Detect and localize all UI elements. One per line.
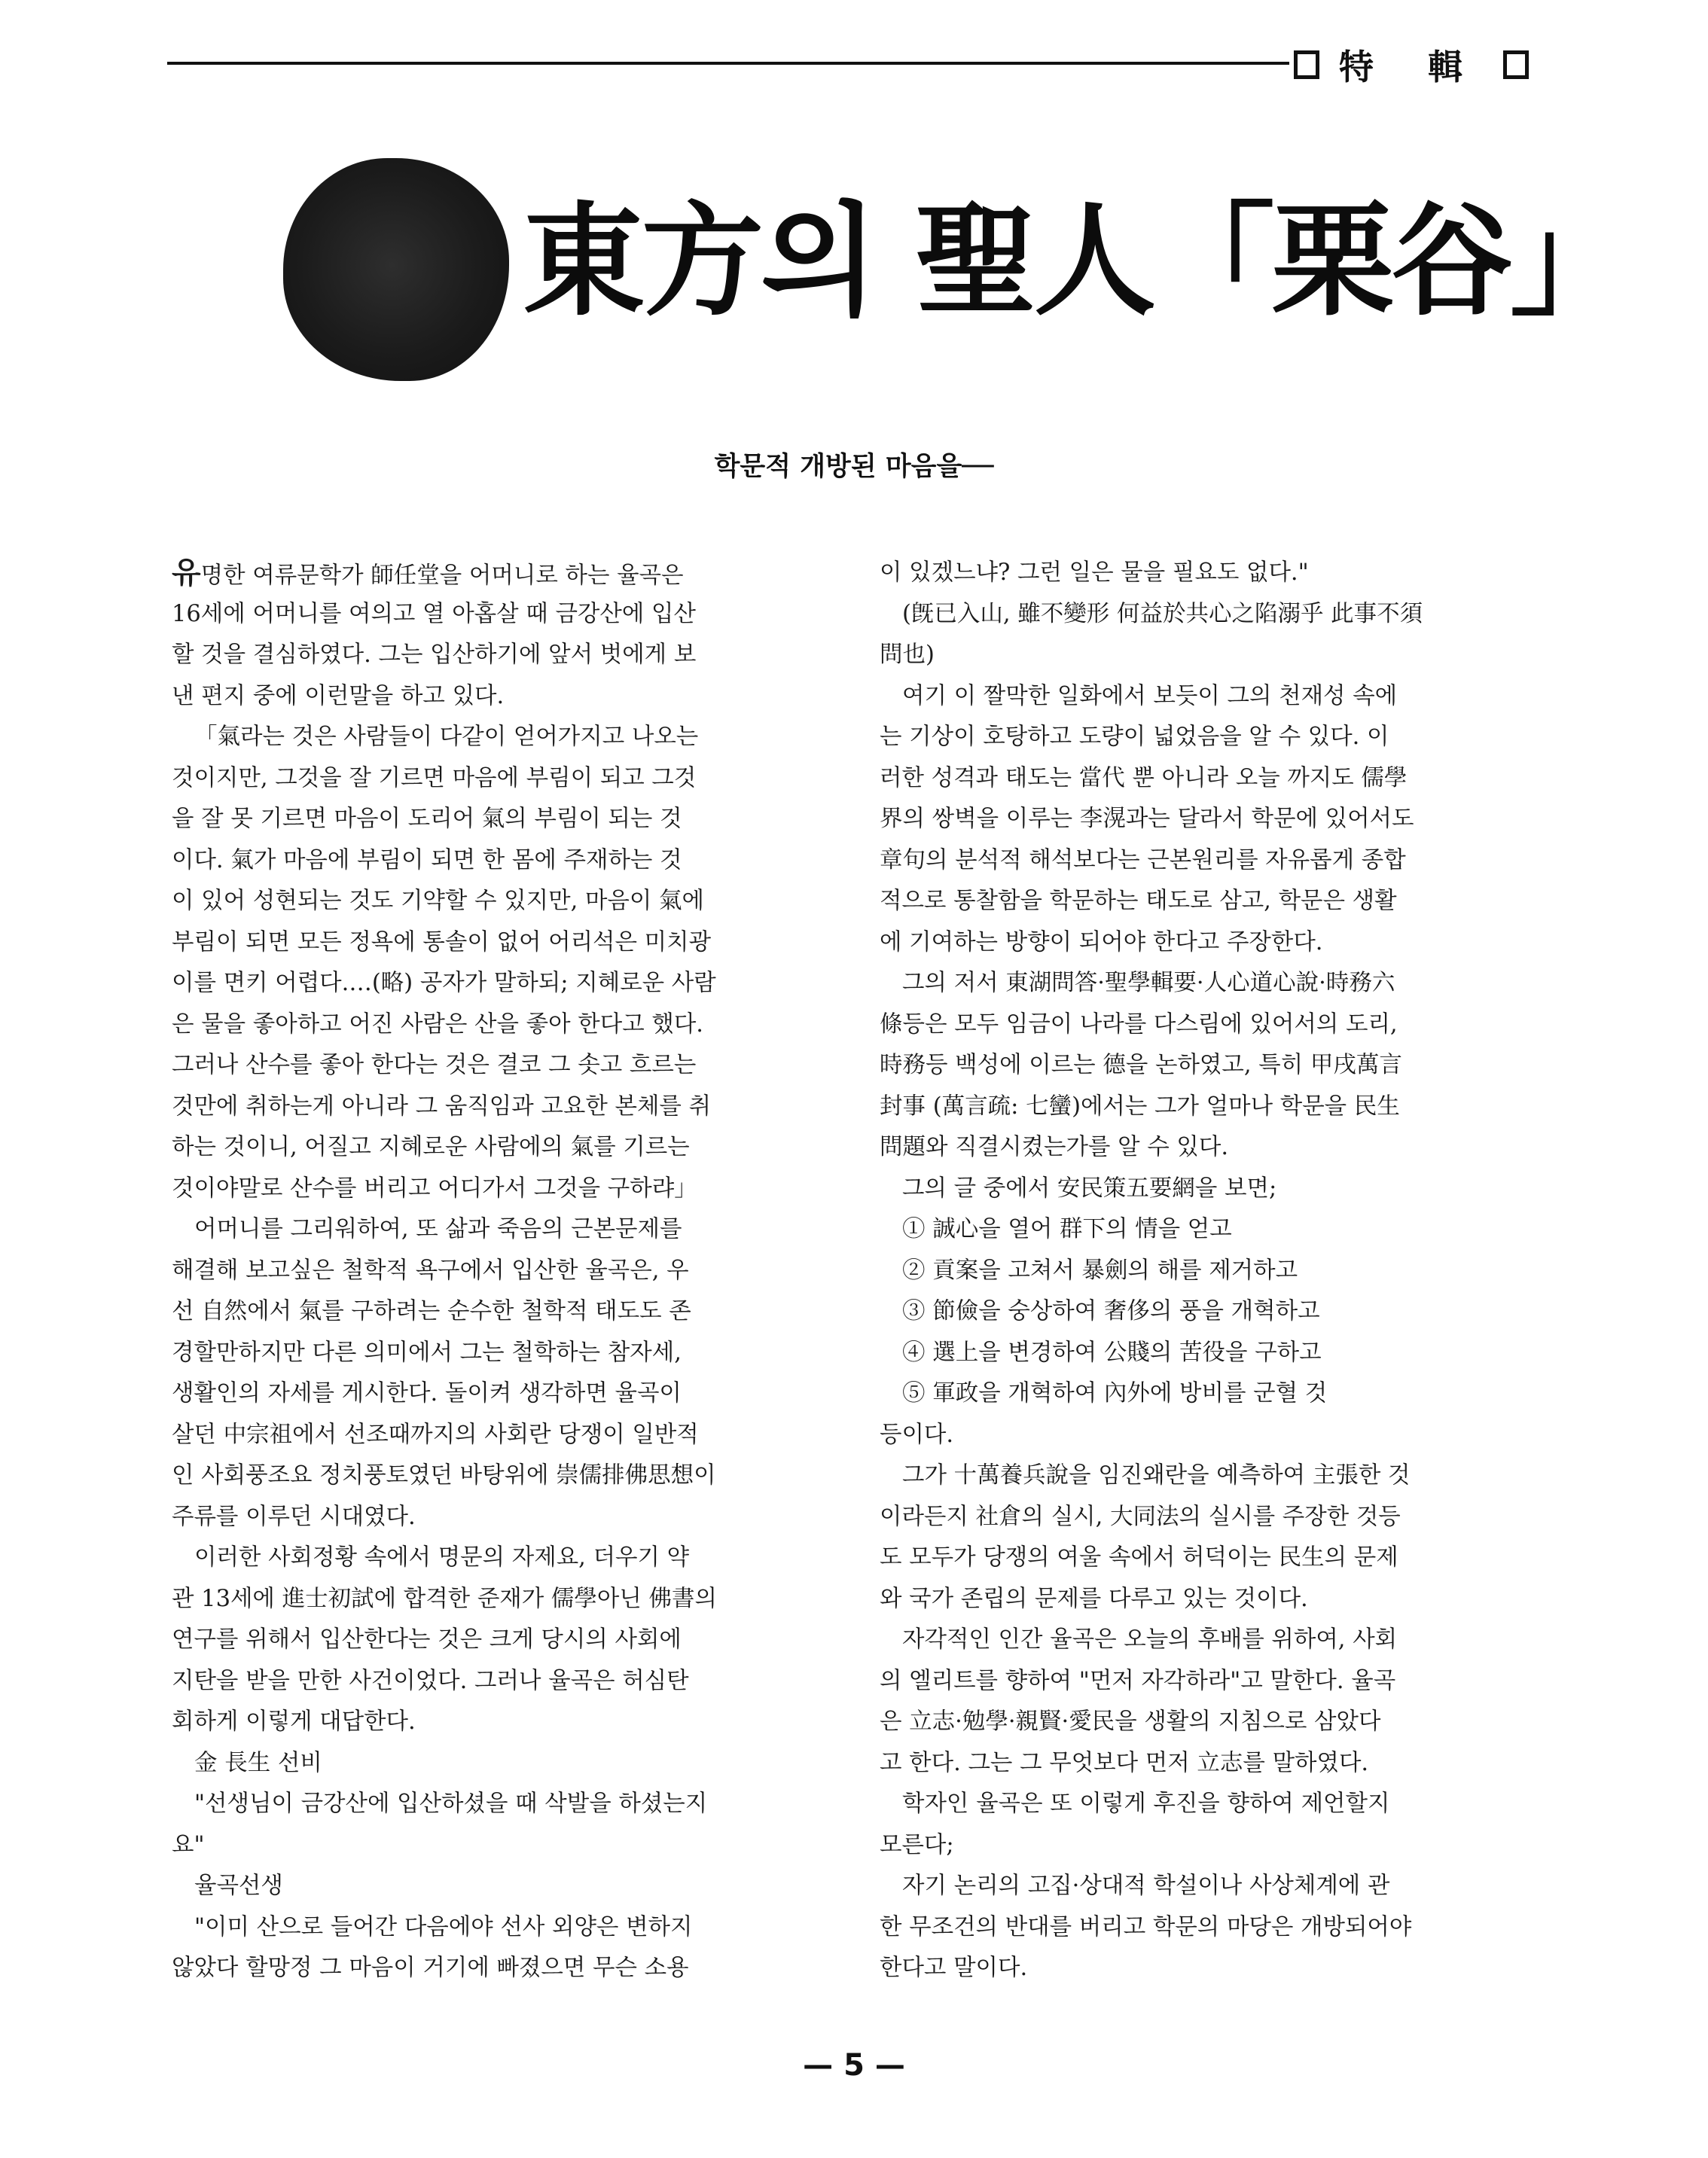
- text-line: ③ 節儉을 숭상하여 奢侈의 풍을 개혁하고: [902, 1298, 1320, 1324]
- text-line: 條등은 모두 임금이 나라를 다스림에 있어서의 도리,: [880, 1010, 1398, 1038]
- text-line: 연구를 위해서 입산한다는 것은 크게 당시의 사회에: [172, 1626, 682, 1653]
- text-line: 율곡선생: [194, 1873, 283, 1899]
- text-line: 관 13세에 進士初試에 합격한 준재가 儒學아닌 佛書의: [172, 1585, 717, 1612]
- left-column: [172, 553, 819, 1989]
- text-line: 에 기여하는 방향이 되어야 한다고 주장한다.: [880, 928, 1323, 956]
- text-line: 「氣라는 것은 사람들이 다같이 얻어가지고 나오는: [194, 724, 699, 750]
- text-line: 이 있어 성현되는 것도 기약할 수 있지만, 마음이 氣에: [172, 888, 705, 914]
- text-line: 問也): [880, 642, 935, 668]
- text-line: "이미 산으로 들어간 다음에야 선사 외양은 변하지: [194, 1913, 693, 1940]
- text-line: 러한 성격과 태도는 當代 뿐 아니라 오늘 까지도 儒學: [880, 764, 1408, 791]
- text-line: ① 誠心을 열어 群下의 情을 얻고: [902, 1216, 1232, 1242]
- section-label: [1294, 42, 1529, 87]
- text-line: 이라든지 社倉의 실시, 大同法의 실시를 주장한 것등: [880, 1503, 1401, 1530]
- text-line: 이 있겠느냐? 그런 일은 물을 필요도 없다.": [880, 559, 1309, 586]
- article-title: 東方의 聖人「栗谷」: [523, 191, 1629, 333]
- decorative-seal: [283, 158, 509, 381]
- square-left-icon: [1294, 50, 1319, 79]
- text-line: 지탄을 받을 만한 사건이었다. 그러나 율곡은 허심탄: [172, 1667, 689, 1694]
- text-line: 부림이 되면 모든 정욕에 통솔이 없어 어리석은 미치광: [172, 928, 712, 956]
- text-line: 할 것을 결심하였다. 그는 입산하기에 앞서 벗에게 보: [172, 642, 697, 668]
- text-line: ⑤ 軍政을 개혁하여 內外에 방비를 군혈 것: [902, 1380, 1328, 1407]
- text-line: 낸 편지 중에 이런말을 하고 있다.: [172, 682, 505, 709]
- text-line: 時務등 백성에 이르는 德을 논하였고, 특히 甲戌萬言: [880, 1052, 1402, 1078]
- text-line: 등이다.: [880, 1421, 954, 1448]
- page-number: — 5 —: [803, 2048, 905, 2083]
- text-line: 않았다 할망정 그 마음이 거기에 빠졌으면 무슨 소용: [172, 1955, 689, 1981]
- text-line: 살던 中宗祖에서 선조때까지의 사회란 당쟁이 일반적: [172, 1421, 699, 1448]
- section-label-text: 特 輯: [1339, 47, 1484, 87]
- text-line: 것만에 취하는게 아니라 그 움직임과 고요한 본체를 취: [172, 1093, 712, 1120]
- text-line: 것이야말로 산수를 버리고 어디가서 그것을 구하랴」: [172, 1175, 697, 1202]
- text-line: 해결해 보고싶은 철학적 욕구에서 입산한 율곡은, 우: [172, 1257, 689, 1284]
- text-line: 章句의 분석적 해석보다는 근본원리를 자유롭게 종합: [880, 846, 1406, 873]
- text-line: 모른다;: [880, 1831, 954, 1858]
- text-line: 그가 十萬養兵說을 임진왜란을 예측하여 主張한 것: [902, 1462, 1411, 1489]
- text-line: 선 自然에서 氣를 구하려는 순수한 철학적 태도도 존: [172, 1298, 691, 1324]
- text-line: 그의 글 중에서 安民策五要網을 보면;: [902, 1175, 1277, 1202]
- text-line: 을 잘 못 기르면 마음이 도리어 氣의 부림이 되는 것: [172, 806, 682, 832]
- right-column: [880, 553, 1527, 1989]
- text-line: 도 모두가 당쟁의 여울 속에서 허덕이는 民生의 문제: [880, 1544, 1398, 1571]
- text-line: 유명한 여류문학가 師任堂을 어머니로 하는 율곡은: [172, 555, 684, 590]
- text-line: "선생님이 금강산에 입산하셨을 때 삭발을 하셨는지: [194, 1791, 708, 1817]
- drop-initial: 유: [172, 555, 201, 590]
- text-line: 생활인의 자세를 게시한다. 돌이켜 생각하면 율곡이: [172, 1380, 682, 1407]
- text-line: 그의 저서 東湖問答·聖學輯要·人心道心說·時務六: [902, 970, 1395, 996]
- text-line: 이러한 사회정황 속에서 명문의 자제요, 더우기 약: [194, 1544, 690, 1571]
- text-line: 金 長生 선비: [194, 1749, 322, 1776]
- text-line: 問題와 직결시켰는가를 알 수 있다.: [880, 1134, 1229, 1160]
- text-line: 은 立志·勉學·親賢·愛民을 생활의 지침으로 삼았다: [880, 1708, 1381, 1735]
- text-line: 그러나 산수를 좋아 한다는 것은 결코 그 솟고 흐르는: [172, 1052, 697, 1078]
- text-line: 하는 것이니, 어질고 지혜로운 사람에의 氣를 기르는: [172, 1134, 690, 1160]
- text-line: ② 貢案을 고쳐서 暴劍의 해를 제거하고: [902, 1257, 1298, 1284]
- square-right-icon: [1503, 50, 1529, 79]
- text-line: 경할만하지만 다른 의미에서 그는 철학하는 참자세,: [172, 1339, 682, 1366]
- text-line: 자각적인 인간 율곡은 오늘의 후배를 위하여, 사회: [902, 1626, 1398, 1653]
- text-line: 한 무조건의 반대를 버리고 학문의 마당은 개방되어야: [880, 1913, 1412, 1940]
- text-line: 16세에 어머니를 여의고 열 아홉살 때 금강산에 입산: [172, 600, 696, 627]
- text-line: (旣已入山, 雖不變形 何益於共心之陷溺乎 此事不須: [902, 600, 1423, 627]
- text-line: 한다고 말이다.: [880, 1955, 1028, 1981]
- text-line: 은 물을 좋아하고 어진 사람은 산을 좋아 한다고 했다.: [172, 1010, 703, 1038]
- text-line: 학자인 율곡은 또 이렇게 후진을 향하여 제언할지: [902, 1791, 1390, 1817]
- text-line: 주류를 이루던 시대였다.: [172, 1503, 416, 1530]
- text-line: 자기 논리의 고집·상대적 학설이나 사상체계에 관: [902, 1873, 1390, 1899]
- text-line: 이다. 氣가 마음에 부림이 되면 한 몸에 주재하는 것: [172, 846, 682, 873]
- text-line: ④ 選上을 변경하여 公賤의 苦役을 구하고: [902, 1339, 1322, 1366]
- text-line: 적으로 통찰함을 학문하는 태도로 삼고, 학문은 생활: [880, 888, 1397, 914]
- text-line: 와 국가 존립의 문제를 다루고 있는 것이다.: [880, 1585, 1308, 1612]
- text-line: 회하게 이렇게 대답한다.: [172, 1708, 416, 1735]
- text-line: 封事 (萬言疏: 七蠻)에서는 그가 얼마나 학문을 民生: [880, 1093, 1400, 1120]
- text-line: 이를 면키 어렵다.…(略) 공자가 말하되; 지혜로운 사람: [172, 970, 716, 996]
- text-line: 의 엘리트를 향하여 "먼저 자각하라"고 말한다. 율곡: [880, 1667, 1396, 1694]
- text-line: 여기 이 짤막한 일화에서 보듯이 그의 천재성 속에: [902, 682, 1398, 709]
- text-line: 고 한다. 그는 그 무엇보다 먼저 立志를 말하였다.: [880, 1749, 1369, 1776]
- text-line: 요": [172, 1831, 205, 1858]
- text-line: 어머니를 그리워하여, 또 삶과 죽음의 근본문제를: [194, 1216, 682, 1242]
- article-subtitle: 학문적 개방된 마음을──: [714, 452, 994, 482]
- text-line: 인 사회풍조요 정치풍토였던 바탕위에 崇儒排佛思想이: [172, 1462, 716, 1489]
- text-line: 는 기상이 호탕하고 도량이 넓었음을 알 수 있다. 이: [880, 724, 1389, 750]
- text-line: 界의 쌍벽을 이루는 李滉과는 달라서 학문에 있어서도: [880, 806, 1414, 832]
- text-line: 것이지만, 그것을 잘 기르면 마음에 부림이 되고 그것: [172, 764, 697, 791]
- header-rule: [167, 62, 1289, 65]
